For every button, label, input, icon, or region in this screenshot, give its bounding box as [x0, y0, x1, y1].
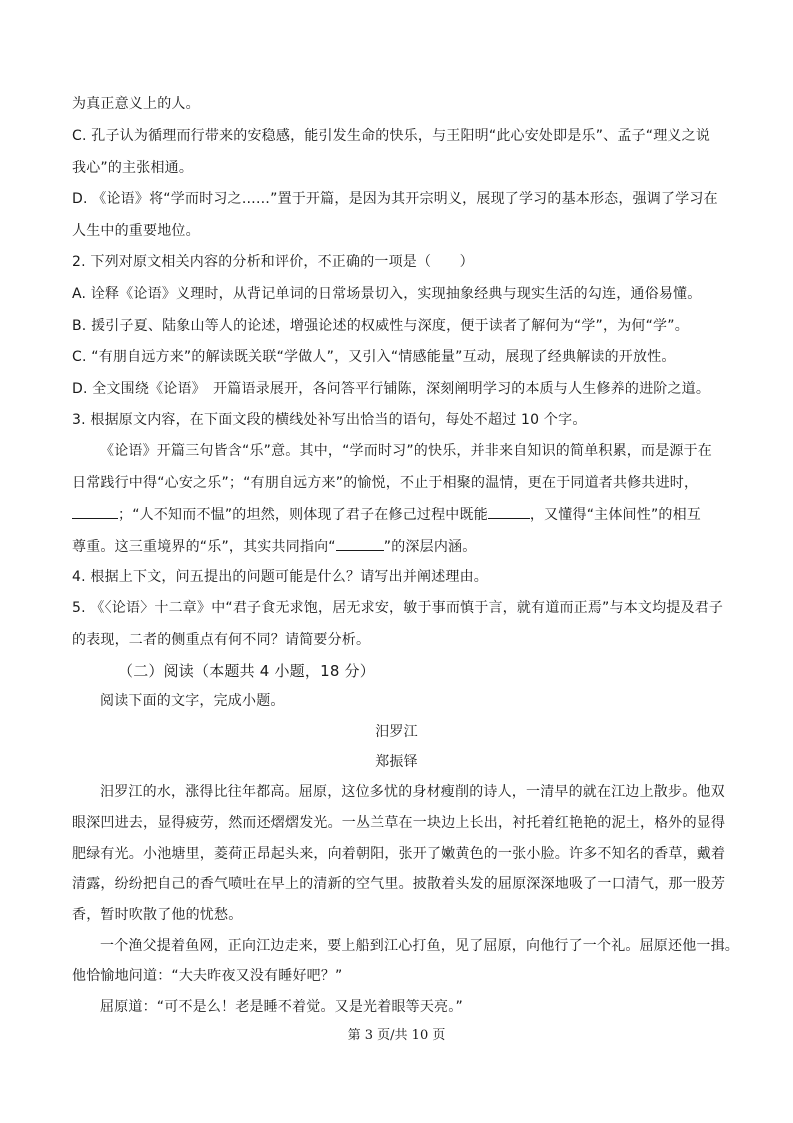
option-d: D. 《论语》将“学而时习之……”置于开篇，是因为其开宗明义，展现了学习的基本形态，强调了学习在	[72, 191, 718, 207]
question-4: 4. 根据上下文，问五提出的问题可能是什么？请写出并阐述理由。	[72, 569, 489, 585]
article-title: 汨罗江	[375, 724, 418, 740]
question-5: 5. 《〈论语〉十二章》中“君子食无求饱，居无求安，敏于事而慎于言，就有道而正焉”与本文均提及君子	[72, 600, 724, 616]
answer-blank-1[interactable]	[72, 504, 118, 519]
passage-line: 汨罗江的水，涨得比往年都高。屈原，这位多忧的身材瘦削的诗人，一清早的就在江边上散步。他双	[100, 784, 725, 800]
option-c: C. 孔子认为循理而行带来的安稳感，能引发生命的快乐，与王阳明“此心安处即是乐”、孟子“理义之说	[72, 128, 711, 144]
passage-line: 眼深凹进去，显得疲劳，然而还熠熠发光。一丛兰草在一块边上长出，衬托着红艳艳的泥土，格外的显得	[72, 815, 726, 831]
option-a: A. 诠释《论语》义理时，从背记单词的日常场景切入，实现抽象经典与现实生活的勾连，通俗易懂。	[72, 286, 702, 302]
question-2: 2. 下列对原文相关内容的分析和评价，不正确的一项是（ ）	[72, 254, 474, 270]
passage-line: 屈原道：“可不是么！老是睡不着觉。又是光着眼等天亮。”	[100, 999, 463, 1015]
option-b: B. 援引子夏、陆象山等人的论述，增强论述的权威性与深度，便于读者了解何为“学”，为何“学”。	[72, 318, 689, 334]
passage-line: 肥绿有光。小池塘里，菱荷正昂起头来，向着朝阳，张开了嫩黄色的一张小脸。许多不知名的香草，戴着	[72, 846, 726, 862]
answer-blank-2[interactable]	[488, 504, 530, 519]
question-3: 3. 根据原文内容，在下面文段的横线处补写出恰当的语句，每处不超过 10 个字。	[72, 412, 587, 428]
option-c: C. “有朋自远方来”的解读既关联“学做人”，又引入“情感能量”互动，展现了经典解读的开放性。	[72, 349, 676, 365]
text-line: 为真正意义上的人。	[72, 96, 200, 112]
text-line: 的表现，二者的侧重点有何不同？请简要分析。	[72, 632, 371, 648]
passage-line: 清露，纷纷把自己的香气喷吐在早上的清新的空气里。披散着头发的屈原深深地吸了一口清气，那一股芳	[72, 876, 726, 892]
text-line: 人生中的重要地位。	[72, 223, 200, 239]
passage-line: 日常践行中得“心安之乐”；“有朋自远方来”的愉悦，不止于相聚的温情，更在于同道者共修共进时，	[72, 475, 699, 491]
passage-line: 一个渔父提着鱼网，正向江边走来，要上船到江心打鱼，见了屈原，向他行了一个礼。屈原还他一揖。	[100, 938, 739, 954]
passage-line: 香，暂时吹散了他的忧愁。	[72, 907, 243, 923]
section-heading: （二）阅读（本题共 4 小题，18 分）	[118, 662, 375, 680]
passage-line: 《论语》开篇三句皆含“乐”意。其中，“学而时习”的快乐，并非来自知识的简单积累，而是源于在	[100, 443, 713, 459]
fill-blank-line	[72, 504, 723, 525]
instruction: 阅读下面的文字，完成小题。	[100, 693, 285, 709]
page-number: 第 3 页/共 10 页	[347, 1028, 446, 1043]
text-segment: ，又懂得“主体间性”的相互	[529, 507, 702, 523]
option-d: D. 全文围绕《论语》 开篇语录展开，各问答平行铺陈，深刻阐明学习的本质与人生修养的进阶之道。	[72, 381, 711, 397]
text-segment: ；“人不知而不愠”的坦然，则体现了君子在修己过程中既能	[118, 507, 488, 523]
text-segment: 尊重。这三重境界的“乐”，其实共同指向“	[72, 539, 336, 555]
text-line: 我心”的主张相通。	[72, 160, 194, 176]
article-author: 郑振铎	[375, 754, 418, 770]
text-segment: ”的深层内涵。	[383, 539, 477, 555]
answer-blank-3[interactable]	[336, 536, 384, 551]
passage-line: 他恰愉地问道：“大夫昨夜又没有睡好吧？”	[72, 968, 343, 984]
fill-blank-line	[72, 536, 723, 557]
